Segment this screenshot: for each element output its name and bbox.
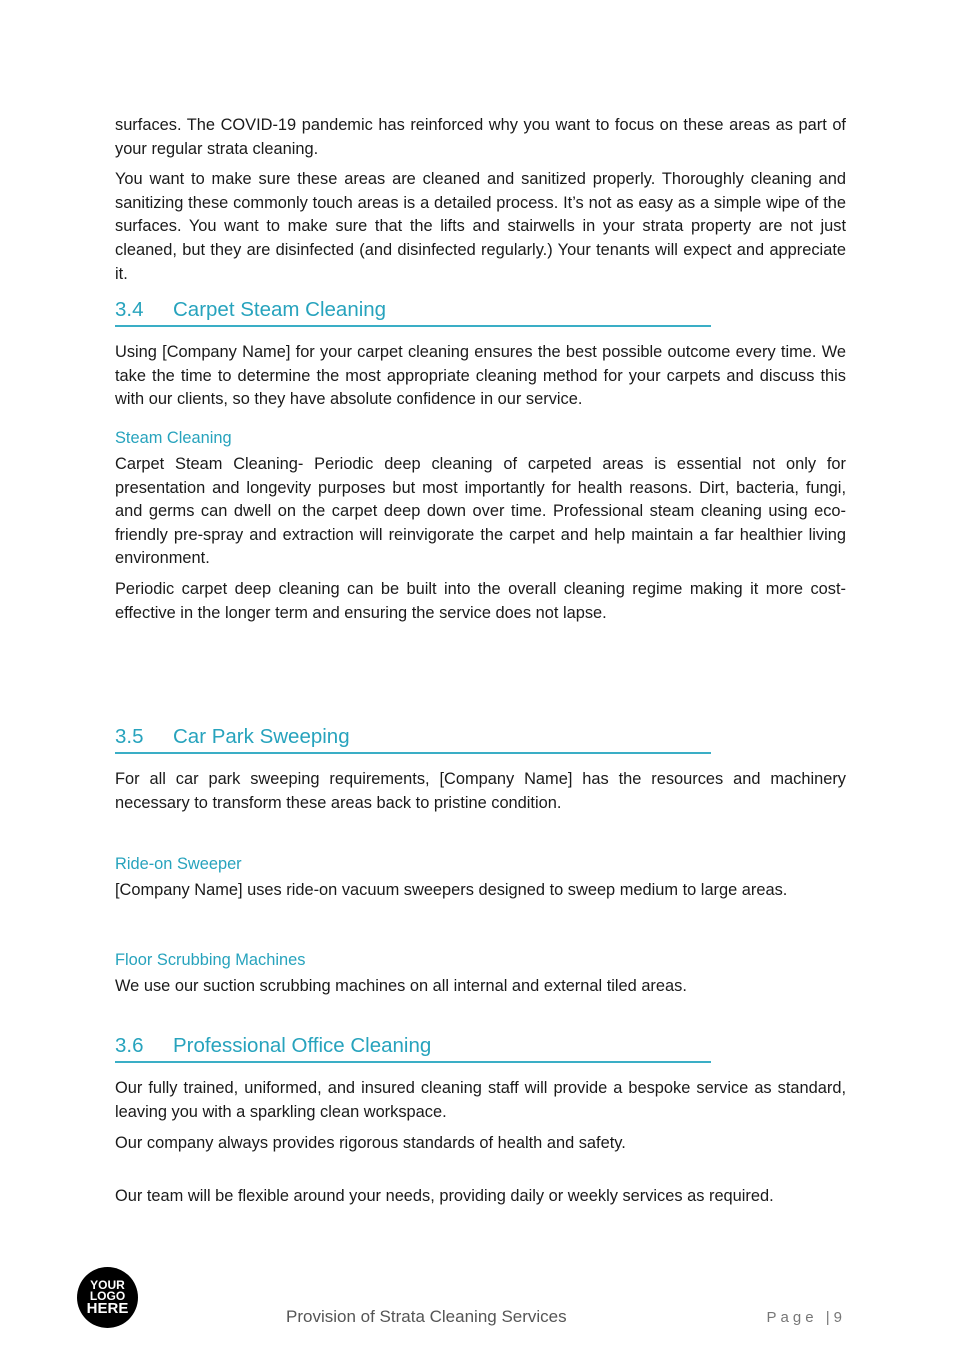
intro-paragraph-2: You want to make sure these areas are cleaned and sanitized properly. Thoroughly cleaning and sanitizing these commonly touch areas is a detailed process. It’s not as easy as a simple wipe of the surfaces. You want to make sure that the lifts and stairwells in your strata property are not just cleaned, but they are disinfected (and disinfected regularly.) Your tenants will expect and appreciate it. (115, 170, 846, 283)
s34-paragraph-1: Using [Company Name] for your carpet cleaning ensures the best possible outcome every time. We take the time to determine the most appropriate cleaning method for your carpets and discuss this with our clients, so they have absolute confidence in our service. (115, 343, 846, 409)
section-3-5-heading (115, 723, 711, 754)
section-3-4-heading (115, 296, 711, 327)
footer-page-number: Page |9 (766, 1309, 846, 1326)
s35-paragraph-1: For all car park sweeping requirements, [Company Name] has the resources and machinery necessary to transform these areas back to pristine condition. (115, 770, 846, 812)
s34-paragraph-3: Periodic carpet deep cleaning can be built into the overall cleaning regime making it more cost-effective in the longer term and ensuring the service does not lapse. (115, 579, 846, 622)
s35-subheading-sweeper: Ride-on Sweeper (115, 855, 242, 874)
s36-paragraph-1: Our fully trained, uniformed, and insured cleaning staff will provide a bespoke service as standard, leaving you with a sparkling clean workspace. (115, 1079, 846, 1122)
s34-subheading-steam: Steam Cleaning (115, 428, 232, 447)
s36-paragraph-2: Our company always provides rigorous standards of health and safety. (115, 1133, 626, 1152)
s36-paragraph-3: Our team will be flexible around your needs, providing daily or weekly services as required. (115, 1187, 774, 1206)
logo-text-here: HERE (86, 1299, 129, 1317)
company-logo (77, 1267, 138, 1328)
logo-text-logo: LOGO (89, 1288, 126, 1303)
s35-paragraph-3: We use our suction scrubbing machines on all internal and external tiled areas. (115, 976, 687, 995)
section-title: Professional Office Cleaning (173, 1034, 432, 1058)
section-number: 3.4 (115, 298, 144, 322)
logo-text-your: YOUR (90, 1277, 125, 1292)
intro-paragraph-1: surfaces. The COVID-19 pandemic has reinforced why you want to focus on these areas as part of your regular strata cleaning. (115, 116, 846, 158)
section-title: Carpet Steam Cleaning (173, 298, 387, 322)
footer-document-title: Provision of Strata Cleaning Services (286, 1307, 567, 1326)
section-number: 3.5 (115, 725, 144, 749)
section-3-6-heading (115, 1032, 711, 1063)
s35-paragraph-2: [Company Name] uses ride-on vacuum sweepers designed to sweep medium to large areas. (115, 881, 788, 900)
section-number: 3.6 (115, 1034, 144, 1058)
page-content (115, 114, 846, 1216)
s34-paragraph-2: Carpet Steam Cleaning- Periodic deep cleaning of carpeted areas is essential not only for presentation and longevity purposes but most importantly for health reasons. Dirt, bacteria, fungi, and germs can dwell on the carpet deep down over time. Professional steam cleaning using eco-friendly pre-spray and extraction will reinvigorate the carpet and help maintain a far healthier living environment. (115, 454, 846, 568)
s35-subheading-scrubbing: Floor Scrubbing Machines (115, 950, 306, 969)
section-title: Car Park Sweeping (173, 725, 350, 749)
